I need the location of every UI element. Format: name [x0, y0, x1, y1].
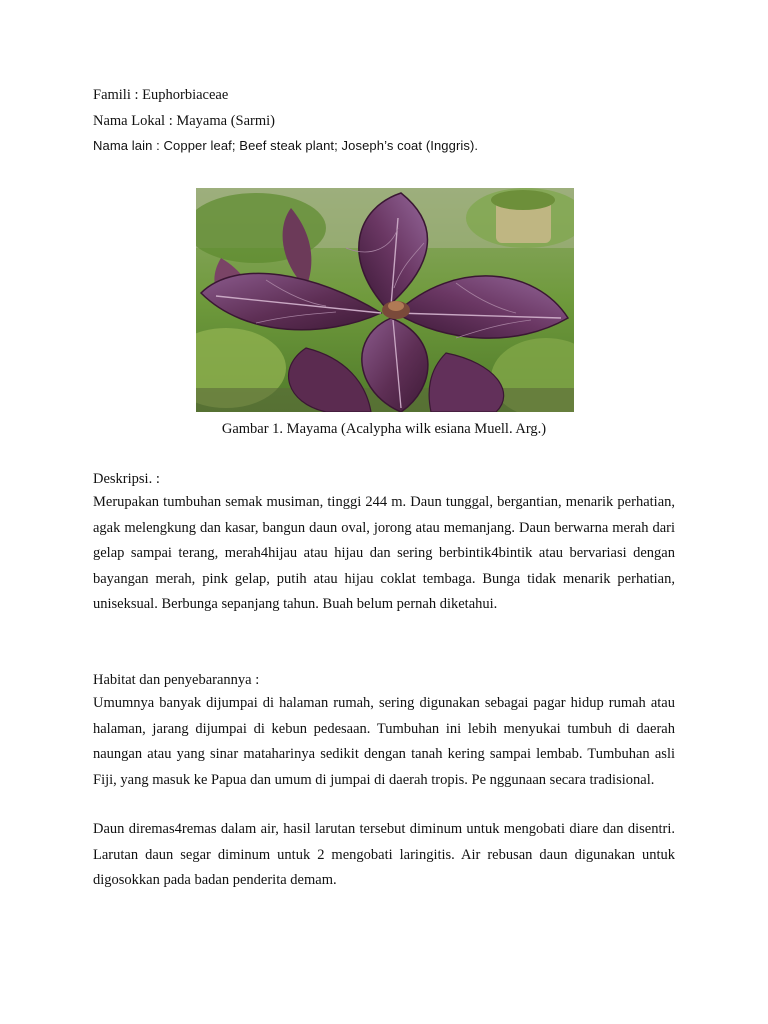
figure-caption: Gambar 1. Mayama (Acalypha wilk esiana Muell. Arg.) — [221, 421, 547, 437]
habitat-paragraph: Umumnya banyak dijumpai di halaman rumah, sering digunakan sebagai pagar hidup rumah atau halaman, jarang dijumpai di kebun pedesaan. Tumbuhan ini lebih menyukai tumbuh di daerah naungan atau yang sinar mataharinya sedikit dengan tanah kering sampai lembab. Tumbuhan asli Fiji, yang masuk ke Papua dan umum di jumpai di daerah tropis. Pe nggunaan secara tradisional. — [93, 695, 675, 788]
deskripsi-heading: Deskripsi. : — [93, 471, 160, 487]
plant-photo — [196, 188, 574, 412]
usage-paragraph: Daun diremas4remas dalam air, hasil larutan tersebut diminum untuk mengobati diare dan disentri. Larutan daun segar diminum untuk 2 mengobati laringitis. Air rebusan daun digunakan untuk digosokkan pada badan penderita demam. — [93, 821, 675, 889]
famili-line: Famili : Euphorbiaceae — [93, 87, 229, 103]
habitat-heading: Habitat dan penyebarannya : — [93, 672, 260, 688]
deskripsi-paragraph: Merupakan tumbuhan semak musiman, tinggi 244 m. Daun tunggal, bergantian, menarik perhatian, agak melengkung dan kasar, bangun daun oval, jorong atau memanjang. Daun berwarna merah dari gelap sampai terang, merah4hijau atau hijau dan sering berbintik4bintik atau bervariasi dengan bayangan merah, pink gelap, putih atau hijau coklat tembaga. Bunga tidak menarik perhatian, uniseksual. Berbunga sepanjang tahun. Buah belum pernah diketahui. — [93, 494, 675, 613]
nama-lokal-line: Nama Lokal : Mayama (Sarmi) — [93, 113, 275, 129]
nama-lain-line: Nama lain : Copper leaf; Beef steak plant; Joseph’s coat (Inggris). — [93, 138, 479, 153]
